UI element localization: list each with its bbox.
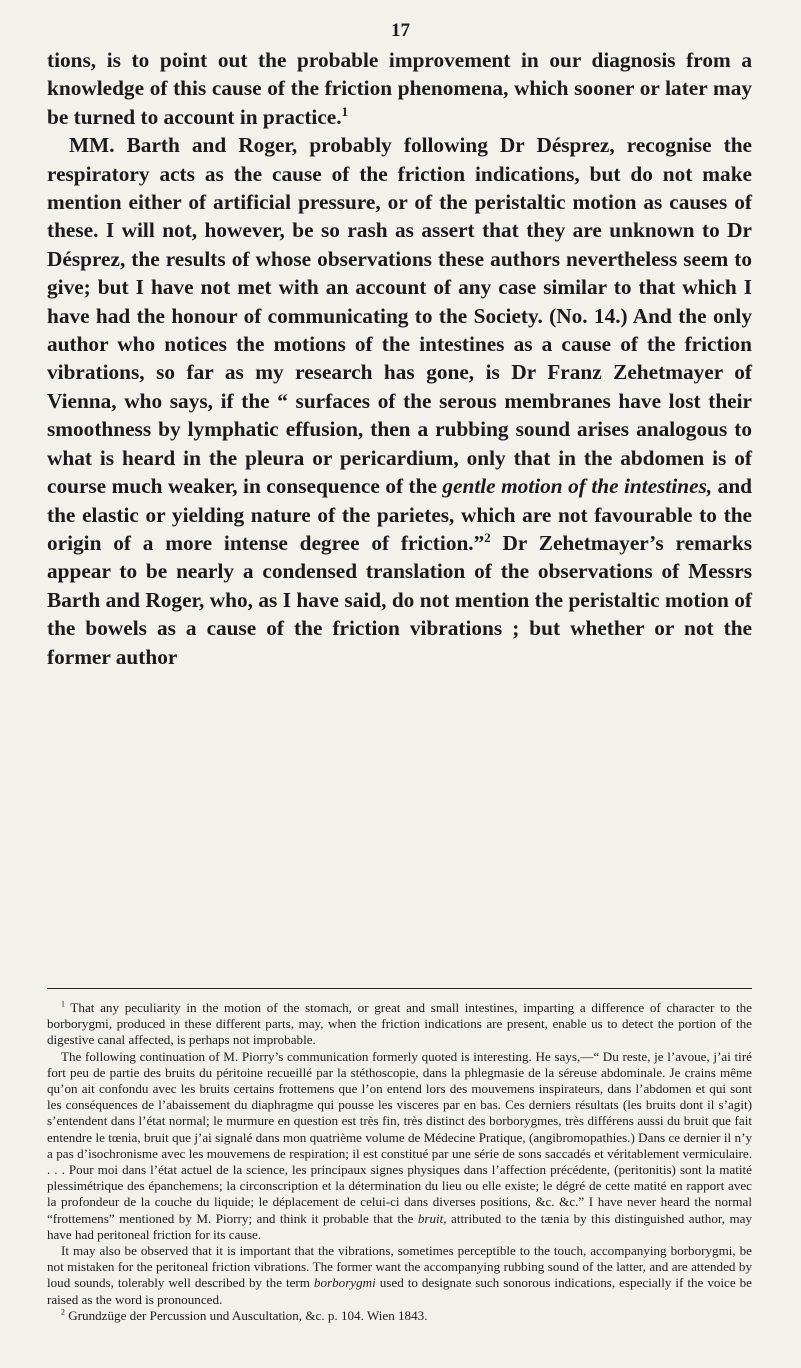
paragraph-2-emphasis: gentle motion of the intestines, <box>442 474 713 499</box>
footnote-1-continuation <box>47 1049 752 1243</box>
footnote-1-mark: 1 <box>61 999 65 1009</box>
footnotes <box>47 1000 752 1324</box>
paragraph-2-text-b: and the elastic or yielding nature of the parietes, which are not favourable to the origin of a more intense degree of friction.” <box>47 474 753 555</box>
footnote-divider <box>47 988 752 989</box>
paragraph-1-text: tions, is to point out the probable improvement in our diagnosis from a knowledge of this cause of the friction phenomena, which sooner or later may be turned to account in practice. <box>47 48 752 129</box>
footnote-ref-2: 2 <box>484 530 491 545</box>
footnote-1 <box>47 1000 752 1049</box>
footnote-1-quote-end: attributed to the tænia by this distinguished author, may have had peritoneal friction for its cause. <box>47 1210 752 1242</box>
footnote-1-quote: The following continuation of M. Piorry’s communication formerly quoted is interesting. He says,—“ Du reste, je l’avoue, j’ai tiré fort peu de partie des bruits du péritoine recueillé par la stéthoscopie, dans la phlegmasie de la séreuse abdominale. Je crains même qu’on ait confondu avec les bruits certains frottemens que l’on entend lors des mouvemens inspirateurs, dans l’abdomen et qui sont les conséquences de l’abaissement du diaphragme qui pousse les visceres par en bas. Ces derniers résultats (les bruits dont il s’agit) s’entendent dans l’état normal; le murmure en question est très fin, très distinct des borborygmes, très différens aussi du bruit que fait entendre le tœnia, bruit que j’ai signalé dans mon quatrième volume de Médecine Pratique, (angibromopathies.) Dans ce dernier il n’y a pas d’isochronisme avec les mouvemens de respiration; il est constitué par une série de sons saccadés et véritablement vermiculaire. . . . Pour moi dans l’état actuel de la science, les principaux signes physiques dans l’affection précédente, (peritonitis) sont la matité plessimétrique des épanchemens; la circonscription et la détermination du lieu ou elle existe; le dégré de cette matité en rapport avec la profondeur de la couche du liquide; le déplacement de celui-ci dans diverses positions, &c. &c.” I have never heard the normal “frottemens” mentioned by M. Piorry; and think it probable that the <box>47 1048 752 1226</box>
body-text <box>47 46 752 671</box>
footnote-1-emphasis: bruit, <box>417 1210 447 1226</box>
paragraph-2 <box>47 131 752 671</box>
footnote-1-text: That any peculiarity in the motion of the stomach, or great and small intestines, imparting a difference of character to the borborygmi, produced in these different parts, may, when the friction indications are present, enable us to detect the portion of the digestive canal affected, is perhaps not improbable. <box>47 1000 752 1048</box>
paragraph-2-text-c: Dr Zehetmayer’s remarks appear to be nearly a condensed translation of the observations of Messrs Barth and Roger, who, as I have said, do not mention the peristaltic motion of the bowels as a cause of the friction vibrations ; but whether or not the former author <box>47 530 752 669</box>
footnote-2-mark: 2 <box>61 1307 65 1317</box>
footnote-1-observation <box>47 1243 752 1308</box>
footnote-ref-1: 1 <box>341 104 348 119</box>
footnote-1-term: borborygmi <box>313 1275 376 1291</box>
footnote-2 <box>47 1308 752 1324</box>
footnote-1-observation-end: used to designate such sonorous indications, especially if the voice be raised as the word is pronounced. <box>47 1275 752 1307</box>
paragraph-2-text-a: MM. Barth and Roger, probably following Dr Désprez, recognise the respiratory acts as the cause of the friction indications, but do not make mention either of artificial pressure, or of the peristaltic motion as causes of these. I will not, however, be so rash as assert that they are unknown to Dr Désprez, the results of whose observations these authors nevertheless seem to give; but I have not met with an account of any case similar to that which I have had the honour of communicating to the Society. (No. 14.) And the only author who notices the motions of the intestines as a cause of the friction vibrations, so far as my research has gone, is Dr Franz Zehetmayer of Vienna, who says, if the “ surfaces of the serous membranes have lost their smoothness by lymphatic effusion, then a rubbing sound arises analogous to what is heard in the pleura or pericardium, only that in the abdomen is of course much weaker, in consequence of the <box>47 133 752 499</box>
footnote-2-text: Grundzüge der Percussion und Auscultation, &c. p. 104. Wien 1843. <box>68 1307 428 1323</box>
footnote-1-observation-text: It may also be observed that it is important that the vibrations, sometimes perceptible to the touch, accompanying borborygmi, be not mistaken for the peritoneal friction vibrations. The former want the accompanying rubbing sound of the latter, and are attended by loud sounds, tolerably well described by the term <box>47 1243 752 1291</box>
page-number: 17 <box>391 20 410 41</box>
paragraph-1 <box>47 46 752 131</box>
